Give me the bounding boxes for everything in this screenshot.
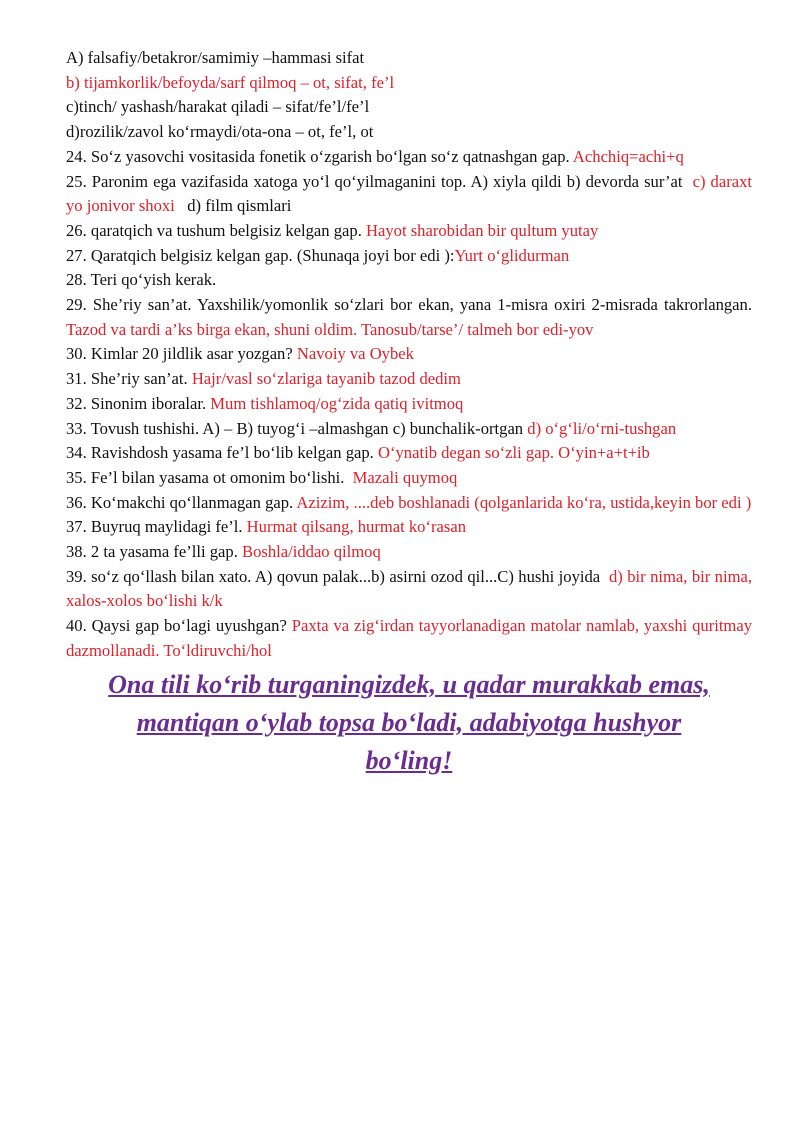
question-26 <box>66 219 752 244</box>
answer-text: Azizim, ....deb boshlanadi (qolganlarida ko‘ra, ustida,keyin bor edi ) <box>296 492 752 512</box>
question-31 <box>66 367 752 392</box>
question-33 <box>66 417 752 442</box>
question-40 <box>66 614 752 663</box>
question-text: 28. Teri qo‘yish kerak. <box>66 270 217 290</box>
answer-text: Hajr/vasl so‘zlariga tayanib tazod dedim <box>191 369 461 389</box>
question-35 <box>66 466 752 491</box>
option-text: d)rozilik/zavol ko‘rmaydi/ota-ona – ot, fe’l, ot <box>66 122 374 142</box>
question-27 <box>66 244 752 269</box>
answer-text: Tazod va tardi a’ks birga ekan, shuni oldim. Tanosub/tarse’/ talmeh bor edi-yov <box>66 319 594 339</box>
question-28 <box>66 268 752 293</box>
answer-text: Mazali quymoq <box>352 467 458 487</box>
question-text: 30. Kimlar 20 jildlik asar yozgan? <box>66 344 293 364</box>
closing-message <box>66 666 752 780</box>
question-30 <box>66 342 752 367</box>
question-text-tail: d) film qismlari <box>187 196 292 216</box>
answer-text: Paxta va zig‘irdan tayyorlanadigan matolar namlab, yaxshi quritmay dazmollanadi. To‘ldiruvchi/hol <box>66 616 753 660</box>
question-text: 32. Sinonim iboralar. <box>66 393 207 413</box>
question-text: 37. Buyruq maylidagi fe’l. <box>66 517 243 537</box>
closing-line-2: mantiqan o‘ylab topsa bo‘ladi, adabiyotga hushyor <box>136 707 682 737</box>
question-37 <box>66 515 752 540</box>
question-text: 26. qaratqich va tushum belgisiz kelgan gap. <box>66 220 362 240</box>
question-text: 29. She’riy san’at. Yaxshilik/yomonlik so‘zlari bor ekan, yana 1-misra oxiri 2-misrada takrorlangan. <box>66 295 752 315</box>
closing-line-3: bo‘ling! <box>365 745 453 775</box>
answer-text: d) bir nima, bir nima, xalos-xolos bo‘lishi k/k <box>66 566 752 611</box>
question-24 <box>66 145 752 170</box>
question-text: 38. 2 ta yasama fe’lli gap. <box>66 542 238 562</box>
answer-text: Yurt o‘glidurman <box>454 245 570 265</box>
answer-option-c <box>66 95 752 120</box>
question-text: 24. So‘z yasovchi vositasida fonetik o‘zgarish bo‘lgan so‘z qatnashgan gap. <box>66 146 570 166</box>
question-36 <box>66 491 752 516</box>
question-text: 35. Fe’l bilan yasama ot omonim bo‘lishi. <box>66 467 345 487</box>
document-page <box>66 46 752 780</box>
answer-text: d) o‘g‘li/o‘rni-tushgan <box>527 418 677 438</box>
option-text: A) falsafiy/betakror/samimiy –hammasi sifat <box>66 48 365 67</box>
answer-option-b <box>66 71 752 96</box>
option-text: c)tinch/ yashash/harakat qiladi – sifat/fe’l/fe’l <box>66 97 370 117</box>
option-answer: b) tijamkorlik/befoyda/sarf qilmoq – ot, sifat, fe’l <box>66 72 395 92</box>
answer-text: Mum tishlamoq/og‘zida qatiq ivitmoq <box>210 393 464 413</box>
question-29 <box>66 293 752 342</box>
closing-line-1: Ona tili ko‘rib turganingizdek, u qadar murakkab emas, <box>108 669 710 699</box>
question-text: 40. Qaysi gap bo‘lagi uyushgan? <box>66 616 287 636</box>
answer-text: O‘ynatib degan so‘zli gap. O‘yin+a+t+ib <box>378 443 650 463</box>
question-text: 27. Qaratqich belgisiz kelgan gap. (Shunaqa joyi bor edi ): <box>66 245 455 265</box>
question-25 <box>66 170 752 219</box>
answer-text: Hurmat qilsang, hurmat ko‘rasan <box>246 517 467 537</box>
question-34 <box>66 441 752 466</box>
answer-text: Hayot sharobidan bir qultum yutay <box>366 220 599 240</box>
question-text: 34. Ravishdosh yasama fe’l bo‘lib kelgan gap. <box>66 443 374 463</box>
answer-text: Navoiy va Oybek <box>296 344 414 364</box>
question-32 <box>66 392 752 417</box>
question-38 <box>66 540 752 565</box>
answer-text: Boshla/iddao qilmoq <box>242 542 381 562</box>
question-text: 36. Ko‘makchi qo‘llanmagan gap. <box>66 492 294 512</box>
answer-text: c) daraxt yo jonivor shoxi <box>66 171 753 216</box>
answer-option-a <box>66 46 752 71</box>
answer-text: Achchiq=achi+q <box>572 146 684 166</box>
question-text: 25. Paronim ega vazifasida xatoga yo‘l qo‘yilmaganini top. A) xiyla qildi b) devorda sur’at <box>66 171 683 191</box>
question-text: 31. She’riy san’at. <box>66 369 188 389</box>
answer-option-d <box>66 120 752 145</box>
question-text: 33. Tovush tushishi. A) – B) tuyog‘i –almashgan c) bunchalik-ortgan <box>66 418 524 438</box>
question-39 <box>66 565 752 614</box>
question-text: 39. so‘z qo‘llash bilan xato. A) qovun palak...b) asirni ozod qil...C) hushi joyida <box>66 566 601 586</box>
